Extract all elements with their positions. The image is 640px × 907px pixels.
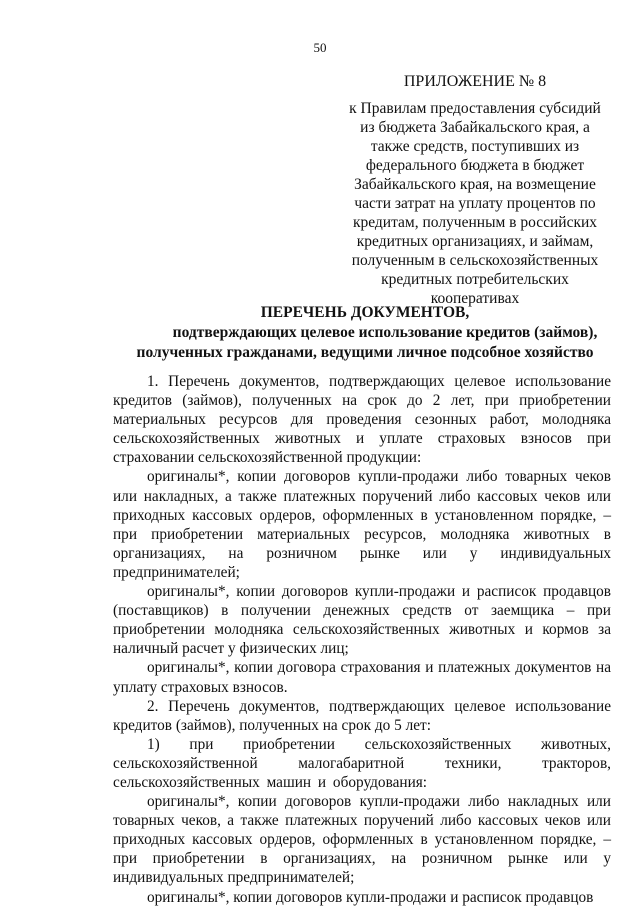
appendix-line: к Правилам предоставления субсидий xyxy=(349,100,601,117)
appendix-line: части затрат на уплату процентов по xyxy=(354,195,596,212)
paragraph: оригиналы*, копии договоров купли-продажи либо товарных чеков или накладных, а также платежных поручений либо кассовых чеков или приходных кассовых ордеров, оформленных в установленном порядке, – при приобретении материальных ресурсов, молодняка животных в организациях, на розничном рынке или у индивидуальных предпринимателей; xyxy=(113,468,611,581)
paragraph: оригиналы*, копии договоров купли-продажи и расписок продавцов xyxy=(147,888,594,906)
appendix-title: ПРИЛОЖЕНИЕ № 8 xyxy=(403,73,547,90)
appendix-line: полученным в сельскохозяйственных xyxy=(351,252,599,269)
appendix-line: кредитных потребительских xyxy=(381,271,569,288)
paragraph: 1) при приобретении сельскохозяйственных животных, сельскохозяйственной малогабаритной техники, тракторов, сельскохозяйственных машин и оборудования: xyxy=(113,735,611,791)
paragraph: 1. Перечень документов, подтверждающих целевое использование кредитов (займов), полученных на срок до 2 лет, при приобретении материальных ресурсов для проведения сезонных работ, молодняка сельскохозяйственных животных и уплате страховых взносов при страховании сельскохозяйственной продукции: xyxy=(113,373,611,467)
appendix-line: из бюджета Забайкальского края, а xyxy=(360,119,590,136)
paragraph: оригиналы*, копии договоров купли-продажи и расписок продавцов (поставщиков) в получении денежных средств от заемщика – при приобретении молодняка сельскохозяйственных животных и кормов за наличный расчет у физических лиц; xyxy=(113,583,611,658)
appendix-line: Забайкальского края, на возмещение xyxy=(354,176,596,193)
document-body xyxy=(113,372,611,907)
title-line: ПЕРЕЧЕНЬ ДОКУМЕНТОВ, xyxy=(260,304,470,321)
paragraph: оригиналы*, копии договора страхования и платежных документов на уплату страховых взносов. xyxy=(113,659,611,696)
appendix-line: кредитам, полученным в российских xyxy=(352,214,598,231)
title-line: полученных гражданами, ведущими личное подсобное хозяйство xyxy=(136,344,594,361)
appendix-line: также средств, поступивших из xyxy=(370,138,580,155)
document-title xyxy=(115,303,615,363)
page-number: 50 xyxy=(313,40,327,55)
appendix-line: федерального бюджета в бюджет xyxy=(365,157,585,174)
appendix-line: кредитных организациях, и займам, xyxy=(356,233,594,250)
paragraph: оригиналы*, копии договоров купли-продажи либо накладных или товарных чеков, а также платежных поручений либо кассовых чеков или приходных кассовых ордеров, оформленных в установленном порядке, – при приобретении в организациях, на розничном рынке или у индивидуальных предпринимателей; xyxy=(113,793,611,887)
title-line: подтверждающих целевое использование кредитов (займов), xyxy=(172,324,598,341)
appendix-line: кооперативах xyxy=(430,290,520,307)
paragraph: 2. Перечень документов, подтверждающих целевое использование кредитов (займов), полученных на срок до 5 лет: xyxy=(113,697,611,734)
appendix-block xyxy=(340,72,610,308)
